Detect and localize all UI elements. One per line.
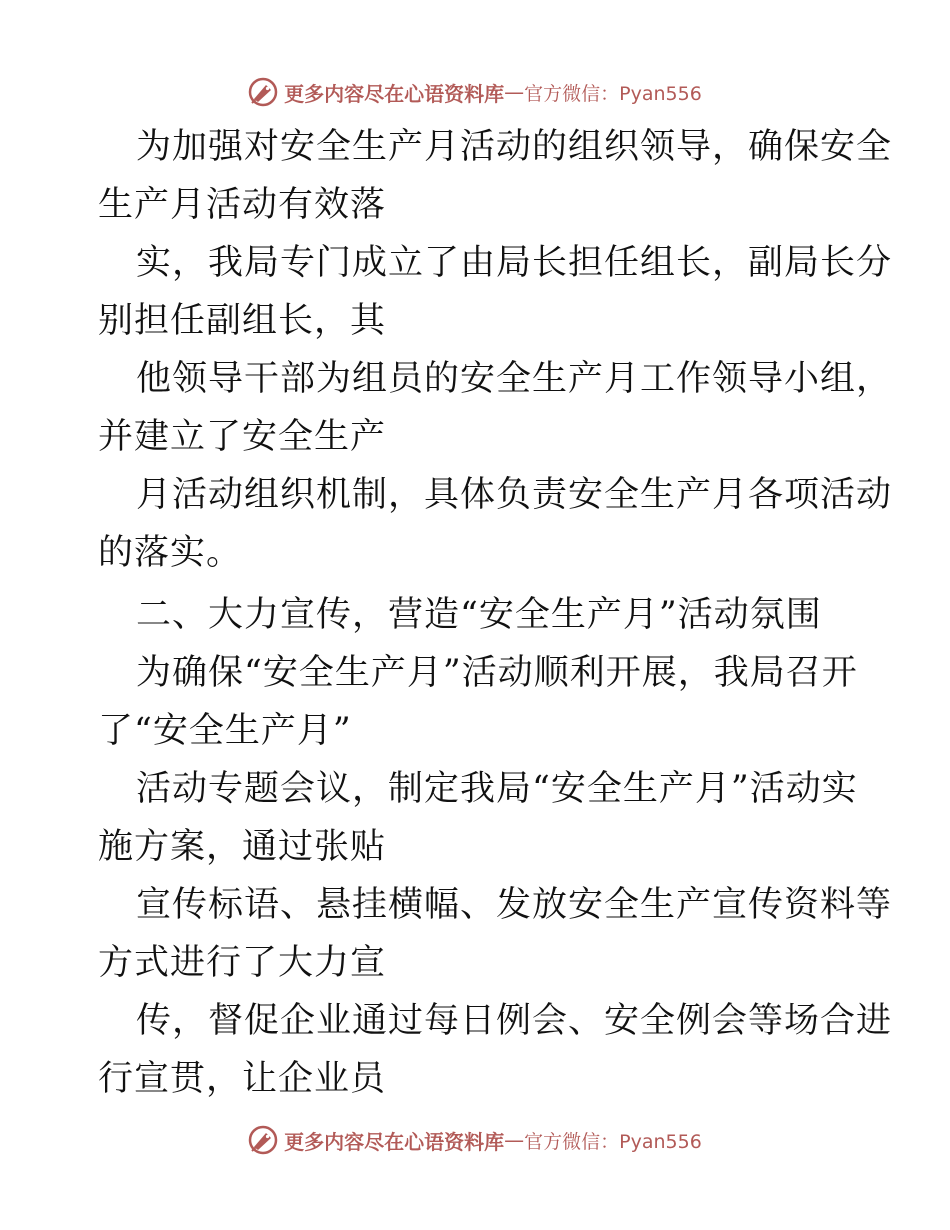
body-line: 传，督促企业通过每日例会、安全例会等场合进 <box>136 1001 893 1041</box>
footer-banner-wechat: 官方微信：Pyan556 <box>524 1130 702 1153</box>
header-banner-text: 更多内容尽在心语资料库 <box>284 81 505 106</box>
body-line: 活动专题会议，制定我局“安全生产月”活动实 <box>136 769 858 809</box>
body-line: 月活动组织机制，具体负责安全生产月各项活动 <box>136 475 893 515</box>
body-line: 他领导干部为组员的安全生产月工作领导小组， <box>136 359 893 399</box>
footer-banner <box>0 1120 950 1160</box>
body-line: 行宣贯，让企业员 <box>98 1059 387 1099</box>
body-line: 宣传标语、悬挂横幅、发放安全生产宣传资料等 <box>136 885 893 925</box>
header-banner <box>0 72 950 112</box>
body-line: 了“安全生产月” <box>98 711 352 751</box>
body-line: 为加强对安全生产月活动的组织领导，确保安全 <box>136 127 893 167</box>
footer-banner-dash: — <box>504 1128 525 1152</box>
body-line: 并建立了安全生产 <box>98 417 387 457</box>
body-line: 实，我局专门成立了由局长担任组长，副局长分 <box>136 243 893 283</box>
body-line: 的落实。 <box>98 533 243 573</box>
footer-banner-text: 更多内容尽在心语资料库 <box>284 1129 505 1154</box>
body-line: 为确保“安全生产月”活动顺利开展，我局召开 <box>136 653 858 693</box>
body-line: 方式进行了大力宣 <box>98 943 387 983</box>
body-line: 施方案，通过张贴 <box>98 827 387 867</box>
pen-nib-circle-logo-icon <box>248 1125 278 1155</box>
header-banner-wechat: 官方微信：Pyan556 <box>524 82 702 105</box>
section-heading: 二、大力宣传，营造“安全生产月”活动氛围 <box>136 595 822 635</box>
body-line: 生产月活动有效落 <box>98 185 387 225</box>
body-line: 别担任副组长，其 <box>98 301 387 341</box>
header-banner-dash: — <box>504 80 525 104</box>
pen-nib-circle-logo-icon <box>248 77 278 107</box>
